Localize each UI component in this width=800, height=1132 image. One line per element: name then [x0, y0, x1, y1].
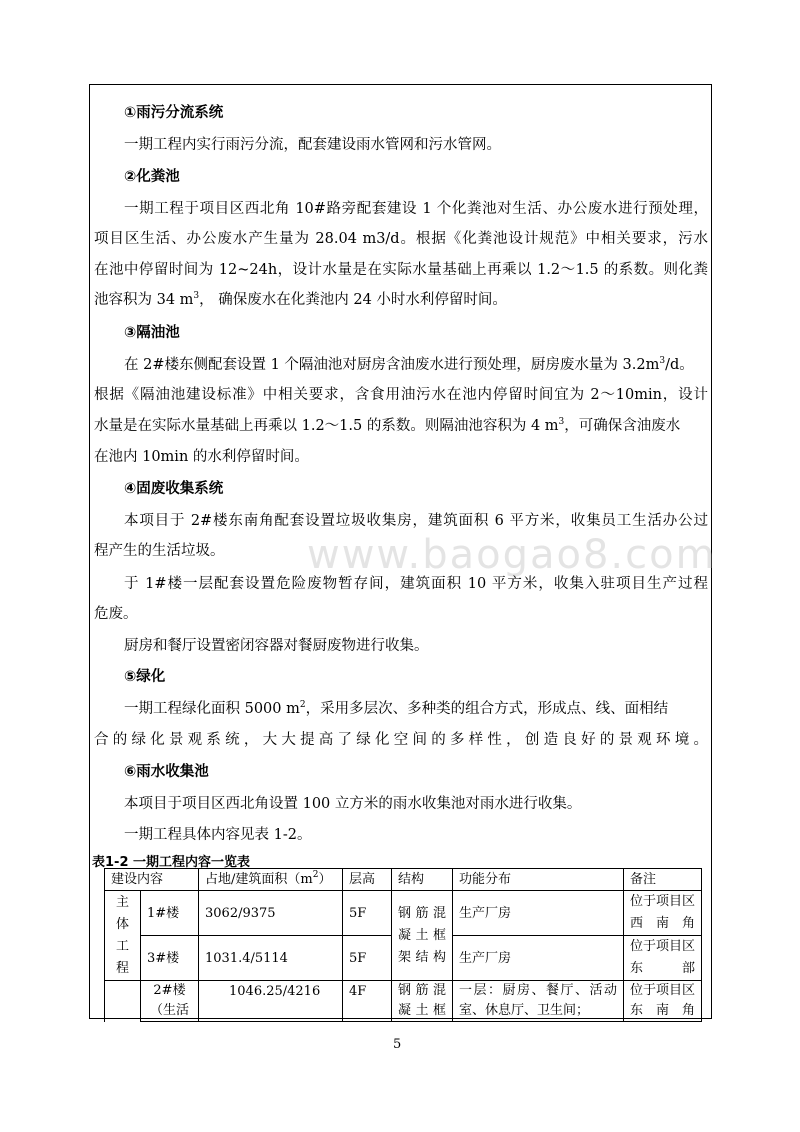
- paragraph-line: 在 2#楼东侧配套设置 1 个隔油池对厨房含油废水进行预处理，厨房废水量为 $3.2m^3/d$。: [124, 356, 694, 373]
- cell-name: 3#楼: [141, 936, 199, 981]
- cell-area: 1031.4/5114: [199, 936, 343, 981]
- paragraph: 一期工程内实行雨污分流，配套建设雨水管网和污水管网。: [124, 137, 501, 153]
- section-title-stormwater: ①雨污分流系统: [124, 105, 224, 121]
- table-caption: 表1-2 一期工程内容一览表: [92, 855, 251, 870]
- cell-floors: 5F: [343, 936, 392, 981]
- cell-function: 生产厂房: [453, 891, 624, 936]
- table-row: [105, 981, 702, 1022]
- section-title-greening: ⑤绿化: [124, 669, 166, 685]
- table-header-row: [105, 869, 702, 891]
- paragraph-line: 程产生的生活垃圾。: [94, 543, 225, 559]
- cell-area: 1046.25/4216: [199, 981, 343, 1022]
- paragraph-line: 本项目于项目区西北角设置 100 立方米的雨水收集池对雨水进行收集。: [124, 796, 582, 812]
- cell-floors: 5F: [343, 891, 392, 936]
- table-row: [105, 891, 702, 936]
- section-title-septic-tank: ②化粪池: [124, 169, 180, 185]
- paragraph-line: 项目区生活、办公废水产生量为 28.04 m3/d。根据《化粪池设计规范》中相关要求，污水: [94, 231, 708, 247]
- project-content-table: [104, 868, 702, 1022]
- paragraph-line: 一期工程具体内容见表 1-2。: [124, 827, 312, 843]
- watermark: www.baogao8.com: [307, 532, 717, 578]
- header-construction: 建设内容: [105, 869, 199, 891]
- page-number: 5: [393, 1037, 402, 1052]
- header-note: 备注: [624, 869, 702, 891]
- group-label-empty: [105, 981, 141, 1022]
- cell-function: 生产厂房: [453, 936, 624, 981]
- cell-structure-merged: 钢筋混凝土框架结构: [392, 891, 453, 981]
- cell-name: 1#楼: [141, 891, 199, 936]
- section-title-solid-waste: ④固废收集系统: [124, 481, 224, 497]
- cell-function: 一层：厨房、餐厅、活动室、休息厅、卫生间；: [453, 981, 624, 1022]
- cell-name: 2#楼（生活: [141, 981, 199, 1022]
- paragraph-line: 根据《隔油池建设标准》中相关要求，含食用油污水在池内停留时间宜为 2～10min，设计: [94, 387, 708, 403]
- cell-floors: 4F: [343, 981, 392, 1022]
- paragraph-line: 一期工程于项目区西北角 10#路旁配套建设 1 个化粪池对生活、办公废水进行预处理，: [124, 201, 708, 217]
- section-title-rainwater: ⑥雨水收集池: [124, 764, 209, 780]
- group-label-main-works: 主体工程: [105, 891, 141, 981]
- paragraph-line: 水量是在实际水量基础上再乘以 1.2～1.5 的系数。则隔油池容积为 4 $m^3$，可确保含油废水: [94, 417, 681, 434]
- header-structure: 结构: [392, 869, 453, 891]
- paragraph-line: 厨房和餐厅设置密闭容器对餐厨废物进行收集。: [124, 638, 429, 654]
- paragraph-line: 本项目于 2#楼东南角配套设置垃圾收集房，建筑面积 6 平方米，收集员工生活办公过: [124, 513, 708, 529]
- paragraph-line: 池容积为 34 $m^3$， 确保废水在化粪池内 24 小时水利停留时间。: [94, 291, 507, 308]
- cell-structure: 钢筋混凝土框: [392, 981, 453, 1022]
- cell-note: 位于项目区东南角: [624, 981, 702, 1022]
- cell-area: 3062/9375: [199, 891, 343, 936]
- cell-note: 位于项目区西南角: [624, 891, 702, 936]
- paragraph-line: 合的绿化景观系统，大大提高了绿化空间的多样性，创造良好的景观环境。: [94, 732, 708, 748]
- paragraph-line: 危废。: [94, 606, 138, 622]
- paragraph-line: 于 1#楼一层配套设置危险废物暂存间，建筑面积 10 平方米，收集入驻项目生产过程: [124, 576, 708, 592]
- paragraph-line: 一期工程绿化面积 5000 $m^2$，采用多层次、多种类的组合方式，形成点、线、面相结: [124, 700, 669, 717]
- section-title-grease-trap: ③隔油池: [124, 325, 180, 341]
- cell-note: 位于项目区东部: [624, 936, 702, 981]
- paragraph-line: 在池内 10min 的水利停留时间。: [94, 449, 309, 465]
- header-area: 占地/建筑面积$(m^2)$: [199, 869, 343, 891]
- header-floors: 层高: [343, 869, 392, 891]
- paragraph-line: 在池中停留时间为 12~24h，设计水量是在实际水量基础上再乘以 1.2～1.5 的系数。则化粪: [94, 262, 708, 278]
- header-function: 功能分布: [453, 869, 624, 891]
